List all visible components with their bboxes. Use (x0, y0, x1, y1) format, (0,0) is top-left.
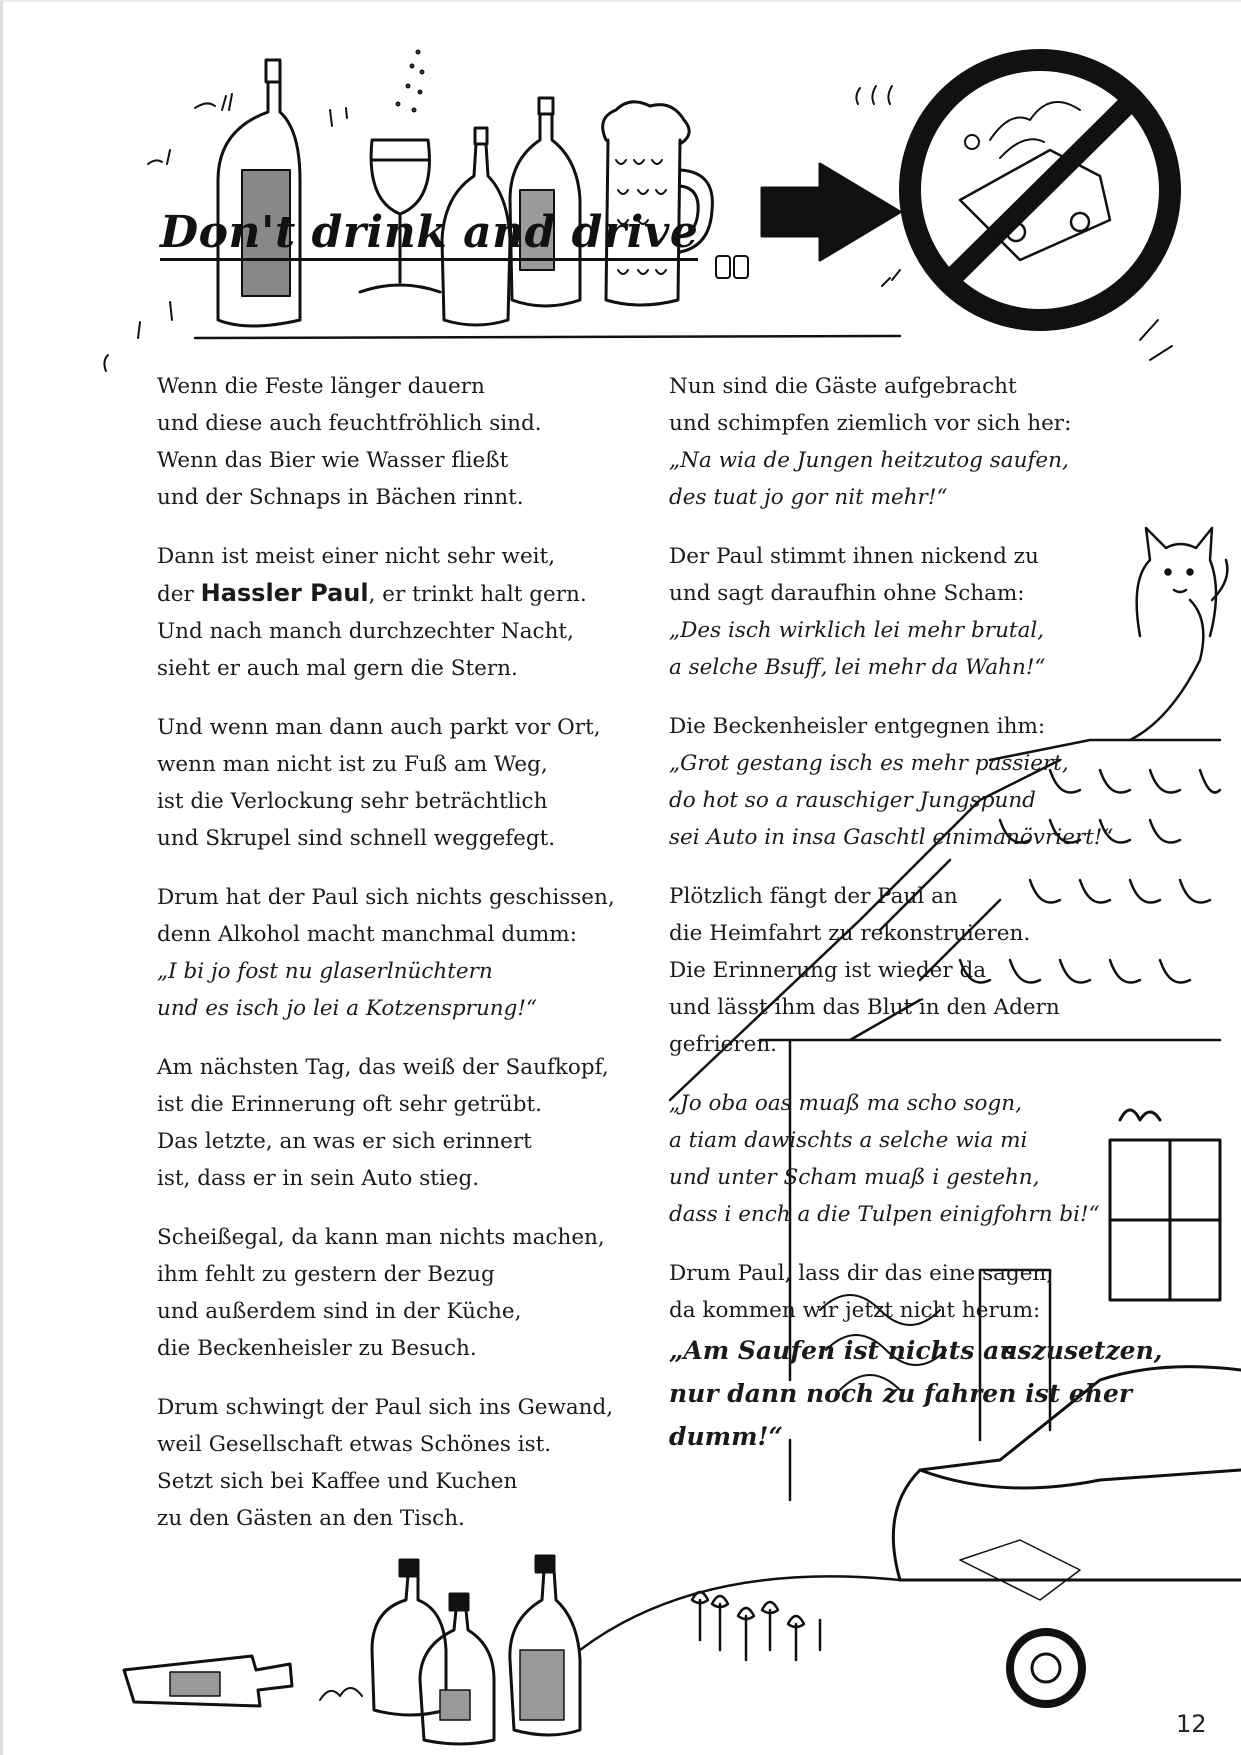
verse-line: die Beckenheisler zu Besuch. (157, 1336, 477, 1361)
verse-line: und der Schnaps in Bächen rinnt. (157, 485, 524, 510)
dialect-quote-line: „I bi jo fost nu glaserlnüchtern (157, 959, 493, 984)
bubbles-icon (397, 51, 424, 112)
verse-line: Wenn das Bier wie Wasser fließt (157, 448, 509, 473)
stanza (669, 708, 1139, 856)
dialect-quote-line: „Na wia de Jungen heitzutog saufen, (669, 448, 1069, 473)
verse-line: und außerdem sind in der Küche, (157, 1299, 522, 1324)
closing-moral-line: nur dann noch zu fahren ist eher (669, 1379, 1133, 1408)
verse-line: der Hassler Paul, er trinkt halt gern. (157, 579, 587, 607)
verse-line: und diese auch feuchtfröhlich sind. (157, 411, 542, 436)
verse-line: ist, dass er in sein Auto stieg. (157, 1166, 480, 1191)
verse-line: wenn man nicht ist zu Fuß am Weg, (157, 752, 548, 777)
cat-icon (1130, 528, 1227, 740)
verse-line: Und wenn man dann auch parkt vor Ort, (157, 715, 601, 740)
verse-line: Scheißegal, da kann man nichts machen, (157, 1225, 605, 1250)
verse-line: weil Gesellschaft etwas Schönes ist. (157, 1432, 552, 1457)
bottle-icon (510, 98, 580, 306)
verse-line: Nun sind die Gäste aufgebracht (669, 374, 1017, 399)
stanza (157, 879, 627, 1027)
verse-line: Der Paul stimmt ihnen nickend zu (669, 544, 1039, 569)
stanza (157, 538, 627, 687)
verse-line: ihm fehlt zu gestern der Bezug (157, 1262, 495, 1287)
verse-line: und sagt daraufhin ohne Scham: (669, 581, 1025, 606)
dialect-quote-line: des tuat jo gor nit mehr!“ (669, 485, 948, 510)
dialect-quote-line: „Jo oba oas muaß ma scho sogn, (669, 1091, 1022, 1116)
stanza (157, 709, 627, 857)
verse-line: und schimpfen ziemlich vor sich her: (669, 411, 1072, 436)
verse-line: Die Beckenheisler entgegnen ihm: (669, 714, 1046, 739)
verse-line: Wenn die Feste länger dauern (157, 374, 485, 399)
right-column (669, 368, 1163, 1480)
stanza (669, 878, 1139, 1063)
verse-line: gefrieren. (669, 1032, 778, 1057)
verse-line: Plötzlich fängt der Paul an (669, 884, 958, 909)
stanza (157, 1049, 627, 1197)
verse-line: da kommen wir jetzt nicht herum: (669, 1298, 1041, 1323)
dialect-quote-line: a selche Bsuff, lei mehr da Wahn!“ (669, 655, 1046, 680)
left-column (157, 368, 627, 1559)
verse-line: Drum schwingt der Paul sich ins Gewand, (157, 1395, 614, 1420)
closing-moral-line: dumm!“ (669, 1422, 783, 1451)
verse-line: sieht er auch mal gern die Stern. (157, 656, 518, 681)
stanza (669, 1255, 1163, 1458)
verse-line: ist die Verlockung sehr beträchtlich (157, 789, 548, 814)
prohibition-sign-icon (910, 60, 1170, 320)
header-rule (195, 336, 900, 338)
dialect-quote-line: und unter Scham muaß i gestehn, (669, 1165, 1040, 1190)
stanza (157, 1219, 627, 1367)
dialect-quote-line: „Grot gestang isch es mehr passiert, (669, 751, 1069, 776)
dialect-quote-line: „Des isch wirklich lei mehr brutal, (669, 618, 1045, 643)
verse-line: Drum hat der Paul sich nichts geschissen, (157, 885, 615, 910)
stanza (669, 368, 1139, 516)
stanza (157, 368, 627, 516)
dialect-quote-line: do hot so a rauschiger Jungspund (669, 788, 1036, 813)
verse-line: zu den Gästen an den Tisch. (157, 1506, 465, 1531)
arrow-right-icon (762, 164, 900, 260)
stanza (157, 1389, 627, 1537)
character-name: Hassler Paul (200, 579, 369, 607)
dialect-quote-line: und es isch jo lei a Kotzensprung!“ (157, 996, 538, 1021)
dialect-quote-line: a tiam dawischts a selche wia mi (669, 1128, 1028, 1153)
verse-line: Setzt sich bei Kaffee und Kuchen (157, 1469, 518, 1494)
verse-line: und Skrupel sind schnell weggefegt. (157, 826, 556, 851)
page-title: Don't drink and drive (160, 210, 698, 261)
dialect-quote-line: dass i ench a die Tulpen einigfohrn bi!“ (669, 1202, 1100, 1227)
verse-line: die Heimfahrt zu rekonstruieren. (669, 921, 1031, 946)
closing-moral-line: „Am Saufen ist nichts auszusetzen, (669, 1336, 1163, 1365)
stanza (669, 538, 1139, 686)
stanza (669, 1085, 1139, 1233)
shot-glasses-icon (716, 256, 748, 278)
verse-line: ist die Erinnerung oft sehr getrübt. (157, 1092, 542, 1117)
tulips-icon (580, 1576, 900, 1660)
bottles-on-ground-icon (124, 1556, 580, 1744)
verse-line: Und nach manch durchzechter Nacht, (157, 619, 574, 644)
verse-line: Drum Paul, lass dir das eine sagen, (669, 1261, 1054, 1286)
verse-line: Die Erinnerung ist wieder da (669, 958, 987, 983)
beer-mug-icon (603, 102, 713, 305)
verse-line: Das letzte, an was er sich erinnert (157, 1129, 532, 1154)
verse-line: und lässt ihm das Blut in den Adern (669, 995, 1060, 1020)
verse-line: Am nächsten Tag, das weiß der Saufkopf, (157, 1055, 609, 1080)
page-number: 12 (1176, 1710, 1207, 1738)
verse-line: Dann ist meist einer nicht sehr weit, (157, 544, 556, 569)
verse-line: denn Alkohol macht manchmal dumm: (157, 922, 577, 947)
dialect-quote-line: sei Auto in insa Gaschtl einimanövriert!“ (669, 825, 1114, 850)
